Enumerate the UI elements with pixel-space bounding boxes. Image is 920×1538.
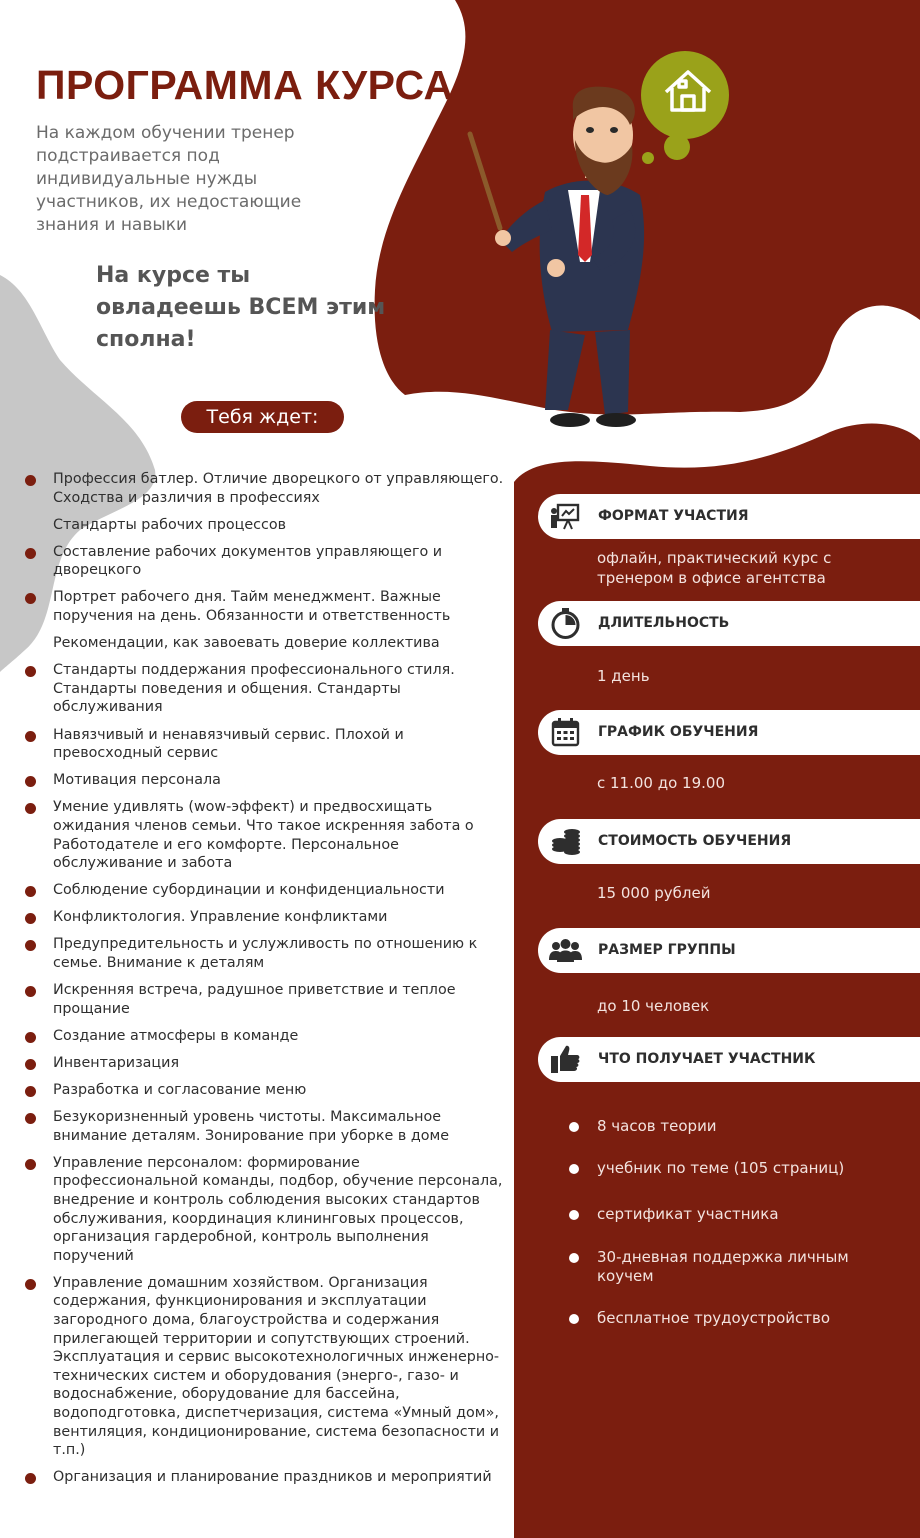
- list-item: [568, 1205, 868, 1225]
- stopwatch-icon: [549, 607, 582, 640]
- thought-bubble-small: [642, 152, 654, 164]
- page-subtitle: На каждом обучении тренер подстраивается под индивидуальные нужды участников, их недостающие знания и навыки: [36, 123, 302, 235]
- benefits-label: ЧТО ПОЛУЧАЕТ УЧАСТНИК: [598, 1051, 816, 1067]
- benefit-text: сертификат участника: [597, 1205, 779, 1223]
- benefits-tab: [538, 1037, 920, 1082]
- bullet-dot: [25, 1113, 36, 1124]
- format-label: ФОРМАТ УЧАСТИЯ: [598, 508, 749, 524]
- format-value: офлайн, практический курс с тренером в офисе агентства: [597, 549, 832, 587]
- list-item: [25, 661, 505, 717]
- list-item: [25, 588, 505, 625]
- list-item-text: Соблюдение субординации и конфиденциальности: [53, 882, 445, 899]
- bullet-dot: [25, 940, 36, 951]
- list-item: [25, 516, 505, 535]
- format-tab: [538, 494, 920, 539]
- bullet-dot: [25, 1086, 36, 1097]
- list-item: [25, 634, 505, 653]
- bullet-dot: [569, 1314, 579, 1324]
- benefit-text: бесплатное трудоустройство: [597, 1308, 831, 1327]
- list-item-text: Профессия батлер. Отличие дворецкого от управляющего. Сходства и различия в профессиях: [53, 471, 504, 506]
- bullet-dot: [25, 776, 36, 787]
- list-item: [25, 1081, 505, 1100]
- bullet-dot: [25, 731, 36, 742]
- list-item-text: Управление домашним хозяйством. Организация содержания, функционирования и эксплуатации загородного дома, благоустройства и содержания прилегающей территории и сопутствующих строений. Эксплуатация и сервис высокотехнологичных инженерно-технических систем и оборудования (энерго-, газо- и водоснабжение, оборудование для бассейна, водоподготовка, диспетчеризация, система «Умный дом», вентиляция, кондиционирование, система безопасности и т.п.): [53, 1274, 500, 1459]
- thought-bubble-medium: [664, 134, 690, 160]
- maroon-panel: [514, 424, 920, 1538]
- list-item: [568, 1117, 868, 1137]
- presentation-board-icon: [549, 500, 582, 533]
- program-heading-badge: Тебя ждет:: [181, 401, 344, 433]
- list-item-text: Стандарты рабочих процессов: [53, 516, 287, 533]
- list-item-text: Управление персоналом: формирование профессиональной команды, подбор, обучение персонала, внедрение и контроль соблюдения высоких стандартов обслуживания, координация клининговых процессов, организация гардеробной, контроль выполнения поручений: [53, 1154, 503, 1264]
- list-item: [25, 1274, 505, 1460]
- course-tagline: На курсе ты овладеешь ВСЕМ этим сполна!: [96, 263, 386, 352]
- list-item-text: Конфликтология. Управление конфликтами: [53, 909, 388, 926]
- list-item-text: Разработка и согласование меню: [53, 1081, 307, 1098]
- bullet-dot: [569, 1210, 579, 1220]
- list-item: [25, 726, 505, 763]
- list-item-text: Портрет рабочего дня. Тайм менеджмент. Важные поручения на день. Обязанности и ответственность: [53, 589, 451, 625]
- price-value: 15 000 рублей: [597, 884, 711, 902]
- list-item: [25, 798, 505, 872]
- list-item-text: Искренняя встреча, радушное приветствие и теплое прощание: [53, 982, 456, 1017]
- schedule-label: ГРАФИК ОБУЧЕНИЯ: [598, 724, 759, 740]
- duration-tab: [538, 601, 920, 646]
- list-item: [25, 1154, 505, 1266]
- list-item-text: Безукоризненный уровень чистоты. Максимальное внимание деталям. Зонирование при уборке в доме: [53, 1109, 450, 1144]
- benefit-text: 30-дневная поддержка личным коучем: [597, 1247, 849, 1285]
- schedule-tab: [538, 710, 920, 755]
- list-item-text: Навязчивый и ненавязчивый сервис. Плохой и превосходный сервис: [53, 726, 404, 762]
- list-item: [25, 771, 505, 790]
- duration-value: 1 день: [597, 667, 650, 685]
- schedule-value: с 11.00 до 19.00: [597, 774, 725, 792]
- bullet-dot: [25, 1059, 36, 1070]
- coins-icon: [549, 825, 582, 858]
- benefits-list: [568, 1117, 868, 1328]
- bullet-dot: [569, 1253, 579, 1263]
- bullet-dot: [569, 1122, 579, 1132]
- list-item: [25, 908, 505, 927]
- bullet-dot: [25, 886, 36, 897]
- list-item: [25, 470, 505, 507]
- list-item-text: Предупредительность и услужливость по отношению к семье. Внимание к деталям: [53, 936, 478, 971]
- bullet-dot: [25, 666, 36, 677]
- list-item: [25, 881, 505, 900]
- bullet-dot: [25, 913, 36, 924]
- list-item-text: Составление рабочих документов управляющего и дворецкого: [53, 543, 443, 579]
- bullet-dot: [25, 1159, 36, 1170]
- program-topics-list: [25, 470, 505, 1495]
- list-item-text: Стандарты поддержания профессионального стиля. Стандарты поведения и общения. Стандарты обслуживания: [53, 662, 455, 716]
- thumbs-up-icon: [549, 1043, 582, 1076]
- bullet-dot: [25, 475, 36, 486]
- list-item: [568, 1309, 868, 1329]
- list-item: [25, 1027, 505, 1046]
- price-tab: [538, 819, 920, 864]
- list-item: [25, 1108, 505, 1145]
- list-item-text: Организация и планирование праздников и мероприятий: [53, 1469, 492, 1486]
- calendar-icon: [549, 716, 582, 749]
- list-item-text: Создание атмосферы в команде: [53, 1027, 299, 1044]
- benefit-text: учебник по теме (105 страниц): [597, 1158, 845, 1177]
- list-item: [25, 1054, 505, 1073]
- list-item-text: Мотивация персонала: [53, 772, 221, 789]
- list-item: [25, 935, 505, 972]
- list-item: [25, 543, 505, 580]
- duration-label: ДЛИТЕЛЬНОСТЬ: [598, 615, 730, 631]
- page-title: ПРОГРАММА КУРСА: [36, 62, 454, 108]
- group-tab: [538, 928, 920, 973]
- bullet-dot: [25, 593, 36, 604]
- list-item: [25, 1468, 505, 1487]
- maroon-hero-blob: [375, 0, 920, 415]
- bullet-dot: [25, 1279, 36, 1290]
- bullet-dot: [25, 548, 36, 559]
- list-item-text: Инвентаризация: [53, 1054, 180, 1071]
- bullet-dot: [25, 986, 36, 997]
- group-value: до 10 человек: [597, 997, 710, 1015]
- bullet-dot: [25, 1473, 36, 1484]
- price-label: СТОИМОСТЬ ОБУЧЕНИЯ: [598, 833, 792, 849]
- group-label: РАЗМЕР ГРУППЫ: [598, 942, 736, 958]
- list-item: [568, 1248, 868, 1287]
- people-group-icon: [549, 934, 582, 967]
- bullet-dot: [25, 803, 36, 814]
- list-item: [568, 1159, 868, 1179]
- list-item-text: Умение удивлять (wow-эффект) и предвосхищать ожидания членов семьи. Что такое искренняя забота о Работодателе и его комфорте. Персональное обслуживание и забота: [53, 799, 474, 872]
- benefit-text: 8 часов теории: [597, 1117, 717, 1135]
- list-item-text: Рекомендации, как завоевать доверие коллектива: [53, 635, 440, 652]
- bullet-dot: [569, 1164, 579, 1174]
- list-item: [25, 981, 505, 1018]
- bullet-dot: [25, 1032, 36, 1043]
